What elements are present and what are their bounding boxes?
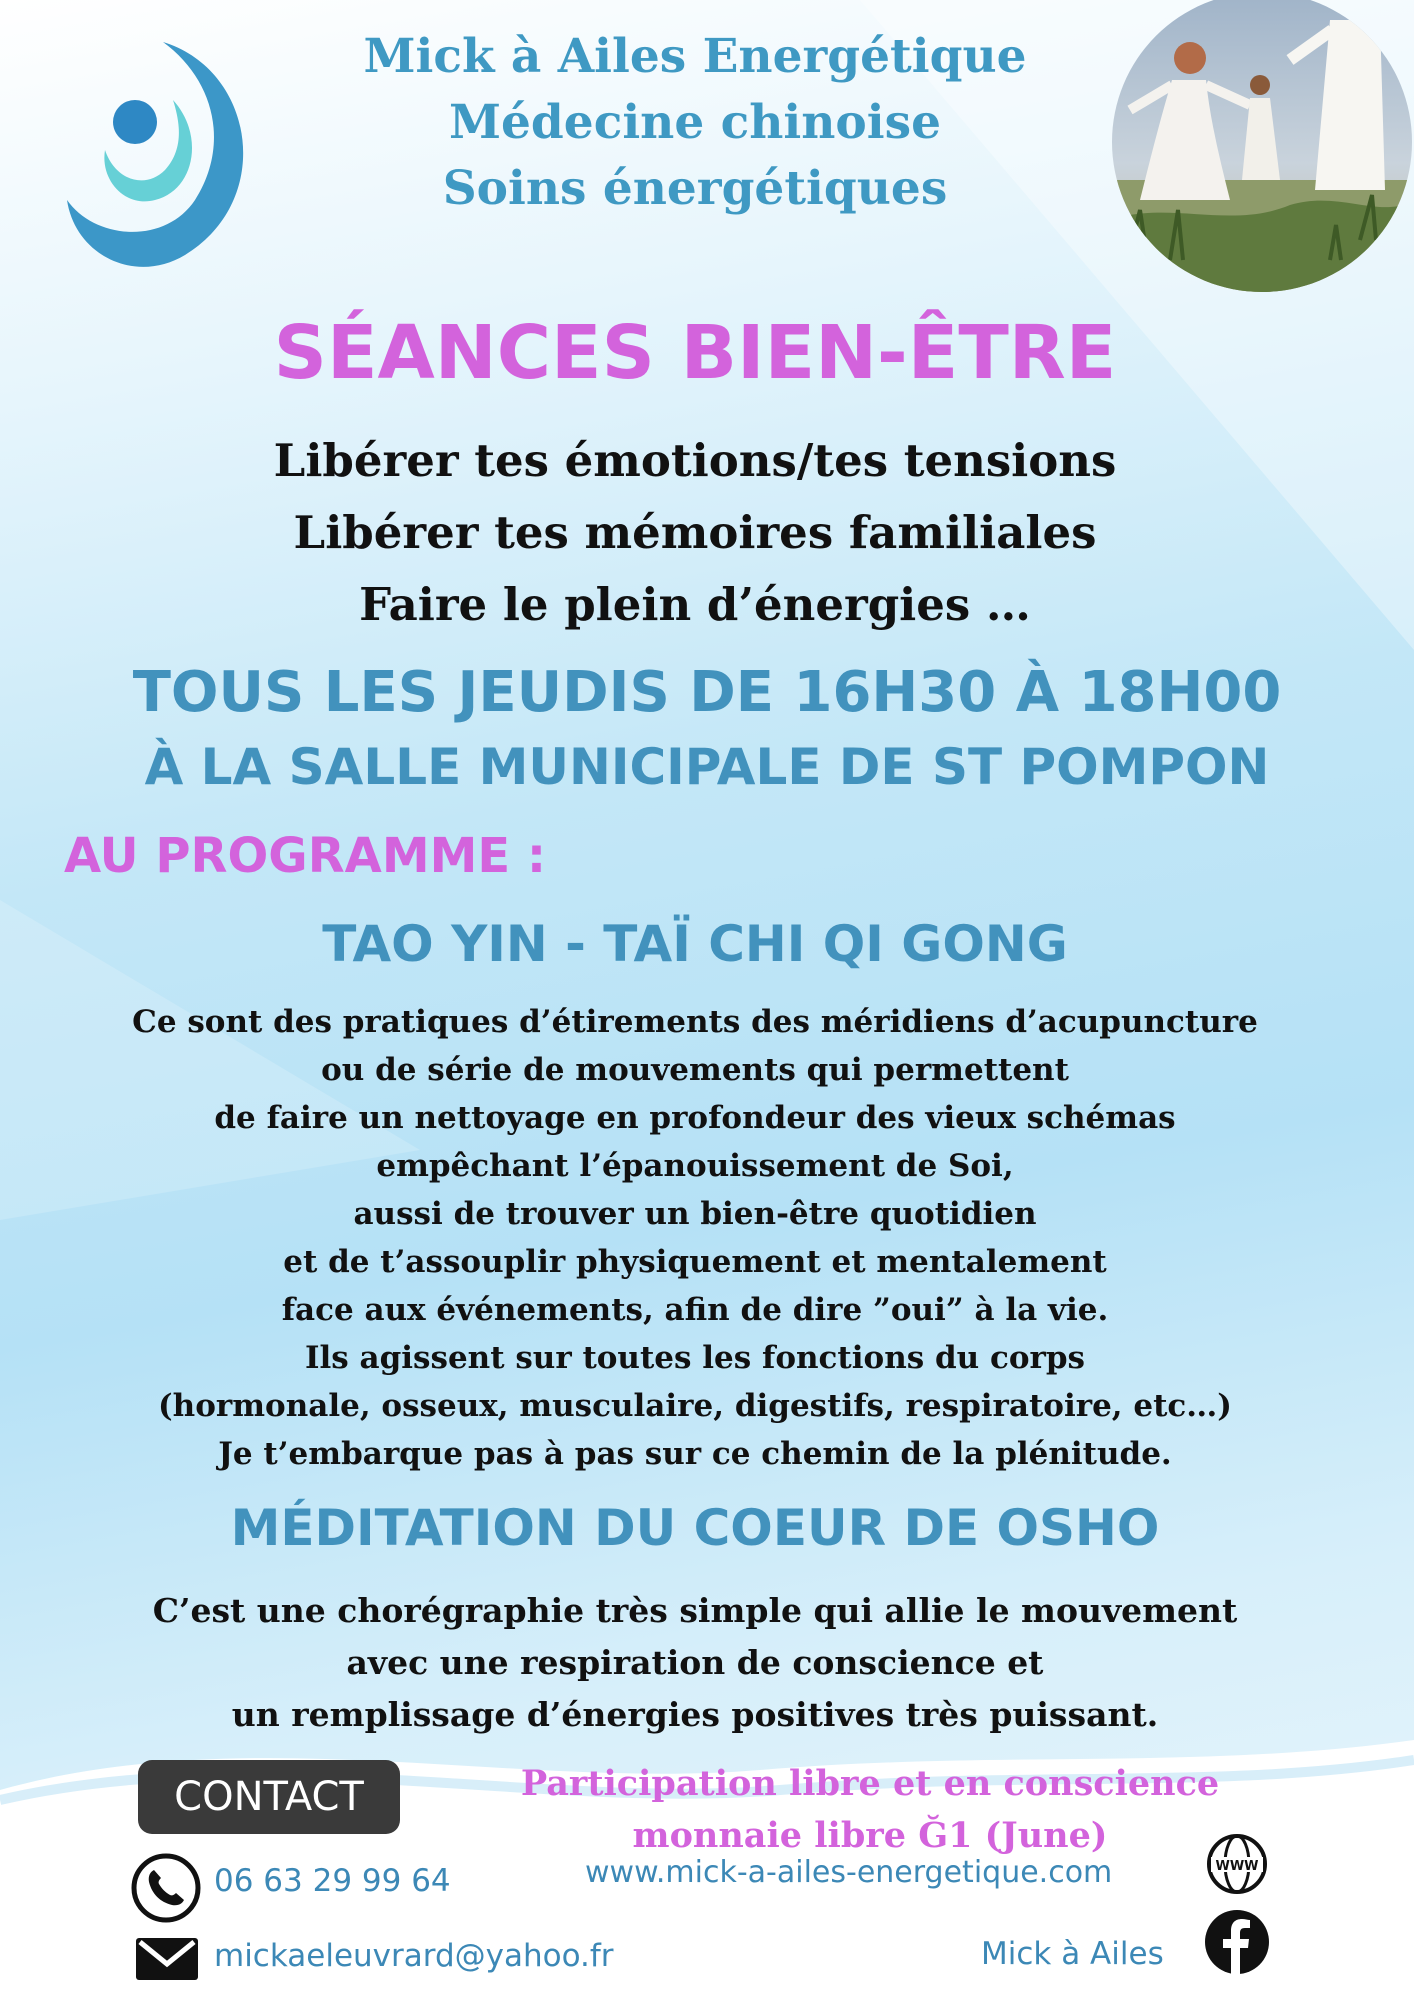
page-title: SÉANCES BIEN-ÊTRE	[273, 310, 1117, 396]
intro-line-1: Libérer tes émotions/tes tensions	[273, 434, 1117, 487]
section1-line-4: empêchant l’épanouissement de Soi,	[376, 1148, 1014, 1184]
section1-line-10: Je t’embarque pas à pas sur ce chemin de la plénitude.	[218, 1436, 1172, 1472]
section1-line-8: Ils agissent sur toutes les fonctions du corps	[304, 1340, 1086, 1376]
section1-line-2: ou de série de mouvements qui permettent	[321, 1052, 1069, 1088]
program-label: AU PROGRAMME :	[64, 828, 547, 884]
section1-line-6: et de t’assouplir physiquement et mentalement	[283, 1244, 1107, 1280]
logo-swirl-icon	[55, 30, 265, 270]
section1-line-1: Ce sont des pratiques d’étirements des méridiens d’acupuncture	[132, 1004, 1258, 1040]
dancers-photo	[1110, 0, 1414, 305]
contact-button[interactable]: CONTACT	[138, 1760, 400, 1834]
email-address[interactable]: mickaeleuvrard@yahoo.fr	[214, 1938, 614, 1974]
section2-heading: MÉDITATION DU COEUR DE OSHO	[230, 1499, 1160, 1557]
section1-text	[0, 998, 1390, 1478]
participation-line-2: monnaie libre Ğ1 (June)	[632, 1815, 1108, 1856]
phone-number[interactable]: 06 63 29 99 64	[214, 1863, 451, 1899]
section2-line-2: avec une respiration de conscience et	[346, 1643, 1044, 1682]
intro-line-3: Faire le plein d’énergies …	[359, 578, 1031, 631]
intro-line-2: Libérer tes mémoires familiales	[293, 506, 1097, 559]
section2-line-3: un remplissage d’énergies positives très puissant.	[231, 1695, 1159, 1734]
globe-icon-label: WWW	[1215, 1859, 1259, 1874]
header-line-3: Soins énergétiques	[442, 161, 948, 216]
phone-icon[interactable]	[130, 1852, 202, 1924]
intro-block	[0, 425, 1390, 641]
facebook-link[interactable]: Mick à Ailes	[981, 1936, 1164, 1972]
section1-heading: TAO YIN - TAÏ CHI QI GONG	[322, 915, 1068, 973]
section1-line-9: (hormonale, osseux, musculaire, digestifs, respiratoire, etc…)	[158, 1388, 1232, 1424]
section2-text	[0, 1585, 1390, 1741]
facebook-icon[interactable]	[1203, 1908, 1271, 1976]
header-block	[250, 24, 1140, 222]
header-line-2: Médecine chinoise	[449, 95, 941, 150]
section1-line-7: face aux événements, afin de dire ”oui” à la vie.	[281, 1292, 1109, 1328]
website-link[interactable]: www.mick-a-ailes-energetique.com	[585, 1855, 1113, 1890]
globe-icon[interactable]	[1205, 1832, 1269, 1896]
schedule-line-1: TOUS LES JEUDIS DE 16H30 À 18H00	[132, 660, 1282, 725]
section1-line-3: de faire un nettoyage en profondeur des vieux schémas	[214, 1100, 1176, 1136]
section1-line-5: aussi de trouver un bien-être quotidien	[353, 1196, 1037, 1232]
section2-line-1: C’est une chorégraphie très simple qui allie le mouvement	[152, 1591, 1238, 1630]
mail-icon[interactable]	[134, 1934, 200, 1984]
participation-line-1: Participation libre et en conscience	[520, 1763, 1220, 1804]
schedule-line-2: À LA SALLE MUNICIPALE DE ST POMPON	[144, 738, 1270, 796]
header-line-1: Mick à Ailes Energétique	[363, 29, 1027, 84]
